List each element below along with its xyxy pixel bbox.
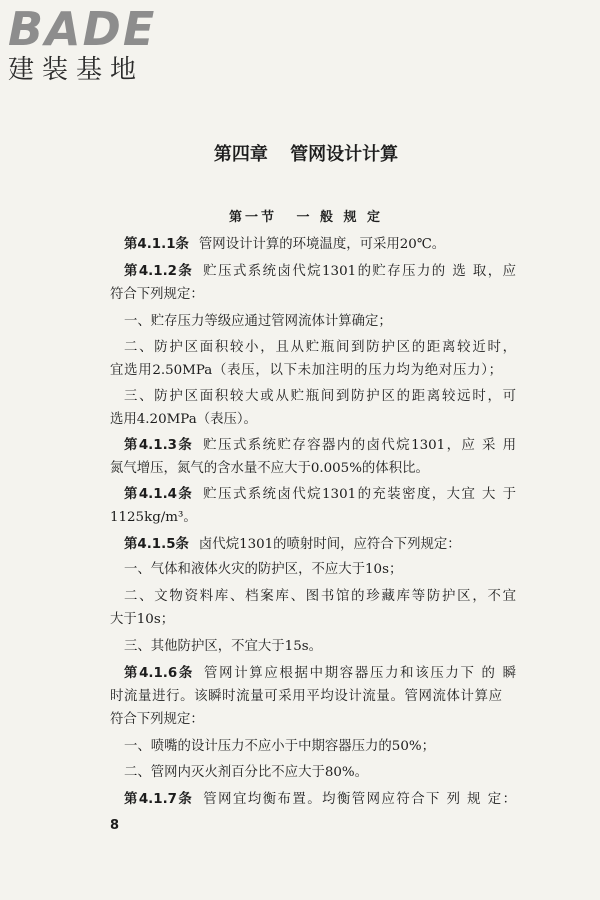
chapter-title: 管网设计计算 (290, 144, 399, 165)
article-label: 第4.1.6条 (124, 666, 195, 681)
page-number: 8 (110, 818, 120, 833)
text-line (110, 235, 516, 255)
text-line (110, 485, 516, 505)
line-text: 贮压式系统卤代烷1301的充装密度，大宜 大 于 (203, 487, 516, 502)
text-line: 二、文物资料库、档案库、图书馆的珍藏库等防护区，不宜 (124, 589, 516, 604)
text-line: 一、气体和液体火灾的防护区，不应大于10s； (124, 562, 403, 577)
text-line: 符合下列规定： (110, 287, 204, 302)
line-text: 卤代烷1301的喷射时间，应符合下列规定： (198, 537, 461, 552)
line-text: 贮压式系统卤代烷1301的贮存压力的 选 取，应 (203, 264, 516, 279)
line-text: 贮压式系统贮存容器内的卤代烷1301，应 采 用 (203, 438, 516, 453)
text-line: 大于10s； (110, 612, 175, 627)
article-label: 第4.1.4条 (124, 487, 194, 502)
text-line (110, 262, 516, 282)
text-line (110, 790, 516, 810)
text-line: 氮气增压，氮气的含水量不应大于0.005%的体积比。 (110, 461, 429, 476)
text-line (110, 436, 516, 456)
text-line: 一、喷嘴的设计压力不应小于中期容器压力的50%； (124, 739, 435, 754)
text-line: 符合下列规定： (110, 712, 204, 727)
text-line (110, 535, 516, 555)
article-label: 第4.1.5条 (124, 537, 189, 552)
line-text: 管网设计计算的环境温度，可采用20℃。 (198, 237, 446, 252)
text-line: 三、其他防护区，不宜大于15s。 (124, 639, 322, 654)
text-line: 宜选用2.50MPa（表压，以下未加注明的压力均为绝对压力）； (110, 363, 502, 378)
article-label: 第4.1.3条 (124, 438, 194, 453)
watermark-logo (8, 4, 183, 86)
watermark-chinese: 建装基地 (8, 55, 145, 85)
text-line: 二、管网内灭火剂百分比不应大于80%。 (124, 765, 369, 780)
text-line: 1125kg/m³。 (110, 510, 197, 525)
watermark-latin: BADE (8, 2, 157, 56)
text-line: 一、贮存压力等级应通过管网流体计算确定； (124, 314, 392, 329)
chapter-heading (110, 140, 502, 166)
section-title: 一 般 规 定 (296, 210, 384, 225)
text-line: 二、防护区面积较小，且从贮瓶间到防护区的距离较近时， (124, 340, 516, 355)
article-label: 第4.1.7条 (124, 792, 194, 807)
text-line (110, 664, 516, 684)
line-text: 管网计算应根据中期容器压力和该压力下 的 瞬 (204, 666, 516, 681)
section-number: 第一节 (228, 210, 277, 225)
article-label: 第4.1.1条 (124, 237, 189, 252)
text-line: 时流量进行。该瞬时流量可采用平均设计流量。管网流体计算应 (110, 689, 502, 704)
text-line: 选用4.20MPa（表压）。 (110, 412, 257, 427)
chapter-number: 第四章 (213, 144, 268, 165)
line-text: 管网宜均衡布置。均衡管网应符合下 列 规 定： (203, 792, 516, 807)
section-heading (110, 206, 502, 225)
text-line: 三、防护区面积较大或从贮瓶间到防护区的距离较远时，可 (124, 389, 516, 404)
article-label: 第4.1.2条 (124, 264, 194, 279)
